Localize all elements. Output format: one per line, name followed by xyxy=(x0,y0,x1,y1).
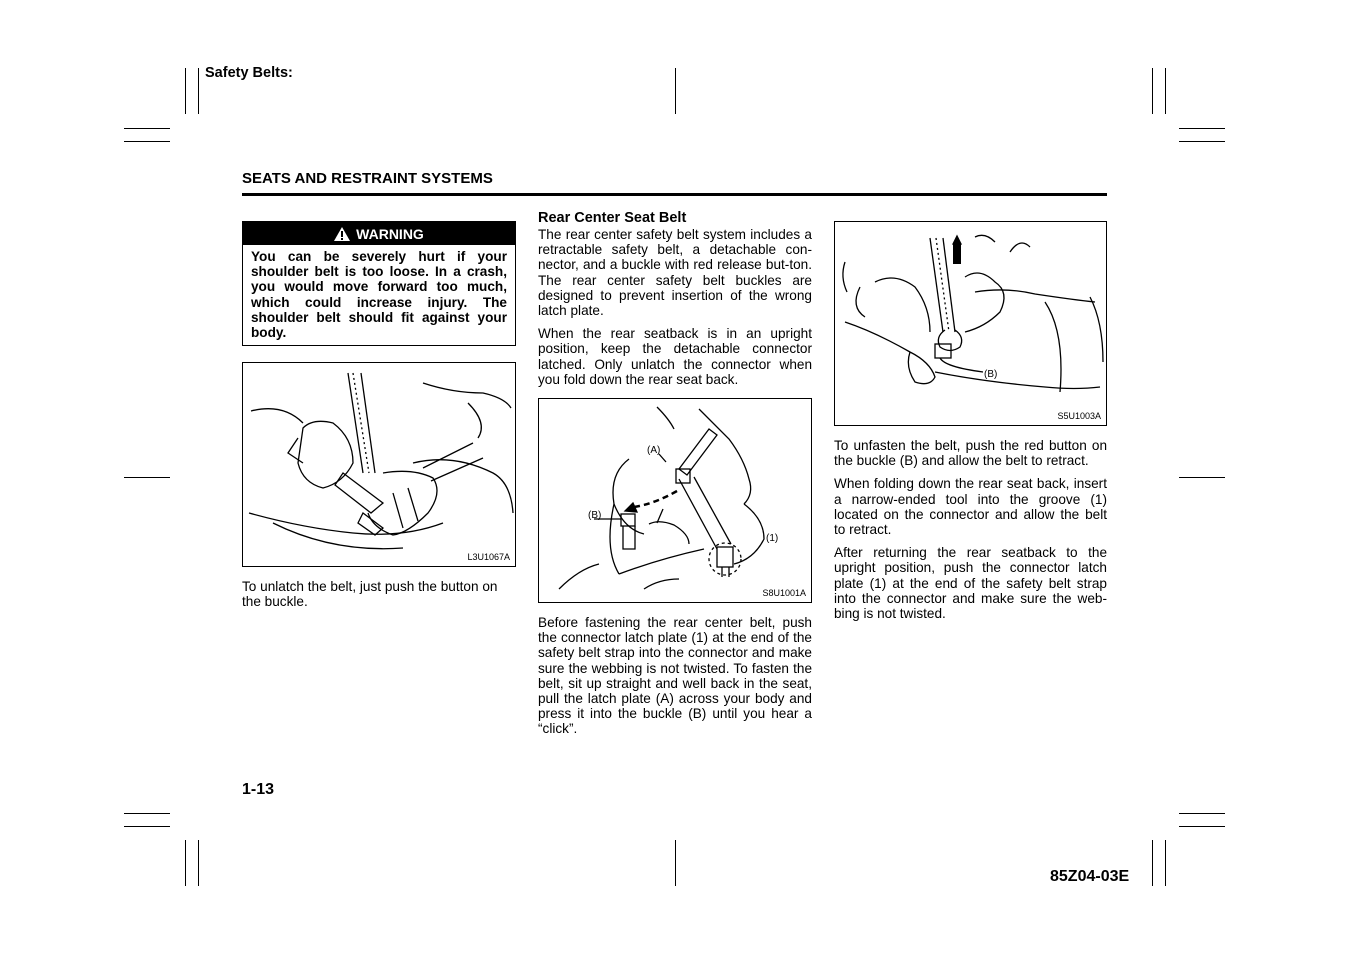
page-number: 1-13 xyxy=(242,781,275,798)
doc-code: 85Z04-03E xyxy=(1050,868,1130,885)
rear-center-heading: Rear Center Seat Belt xyxy=(538,210,687,226)
seated-person-belt-illustration xyxy=(539,399,811,602)
warning-title: WARNING xyxy=(356,225,424,242)
figure-fasten-belt xyxy=(538,398,812,603)
release-button-illustration xyxy=(835,222,1106,425)
col2-text-top xyxy=(538,227,812,387)
callout-b: (B) xyxy=(984,369,998,380)
callout-b: (B) xyxy=(588,510,602,521)
figure-unlatch-belt xyxy=(242,362,516,567)
warning-triangle-icon xyxy=(334,227,350,241)
chapter-title: SEATS AND RESTRAINT SYSTEMS xyxy=(242,170,493,187)
figure-unfasten-belt xyxy=(834,221,1107,426)
col1-caption: To unlatch the belt, just push the button on the buckle. xyxy=(242,579,498,610)
header-rule xyxy=(242,193,1107,196)
section-tag: Safety Belts: xyxy=(205,65,293,81)
col2-paragraph: Before fastening the rear center belt, push the connector latch plate (1) at the end of the safety belt strap into the connector and make sure the webbing is not twisted. To fasten the belt, sit up straight and well back in the seat, pull the latch plate (A) across your body and press it into the buckle (B) until you hear a “click”. xyxy=(538,615,812,737)
col3-paragraph: After returning the rear seatback to the upright position, push the connector latch plate (1) at the end of the safety belt strap into the connector and make sure the web-bing is not twisted. xyxy=(834,545,1107,622)
col3-paragraph: To unfasten the belt, push the red button on the buckle (B) and allow the belt to retract. xyxy=(834,438,1107,469)
callout-1: (1) xyxy=(766,533,779,544)
col3-paragraph: When folding down the rear seat back, insert a narrow-ended tool into the groove (1) located on the connector and allow the belt to retract. xyxy=(834,476,1107,538)
hands-buckle-illustration xyxy=(243,363,515,566)
figure-code: L3U1067A xyxy=(467,552,510,562)
warning-header xyxy=(243,222,515,245)
warning-box xyxy=(242,221,516,346)
col2-paragraph: The rear center safety belt system includes a retractable safety belt, a detachable con-nector, and a buckle with red release but-ton. The rear center safety belt buckles are designed to prevent insertion of the wrong latch plate. xyxy=(538,227,812,319)
col2-text-bottom xyxy=(538,615,812,737)
col2-paragraph: When the rear seatback is in an upright position, keep the detachable connector latched. Only unlatch the connector when you fold down the rear seat back. xyxy=(538,326,812,387)
warning-text: You can be severely hurt if your shoulder belt is too loose. In a crash, you would move forward too much, which could increase injury. The shoulder belt should fit against your body. xyxy=(251,249,507,341)
col3-text xyxy=(834,438,1107,621)
figure-code: S5U1003A xyxy=(1057,411,1101,421)
figure-code: S8U1001A xyxy=(762,588,806,598)
callout-a: (A) xyxy=(647,445,661,456)
